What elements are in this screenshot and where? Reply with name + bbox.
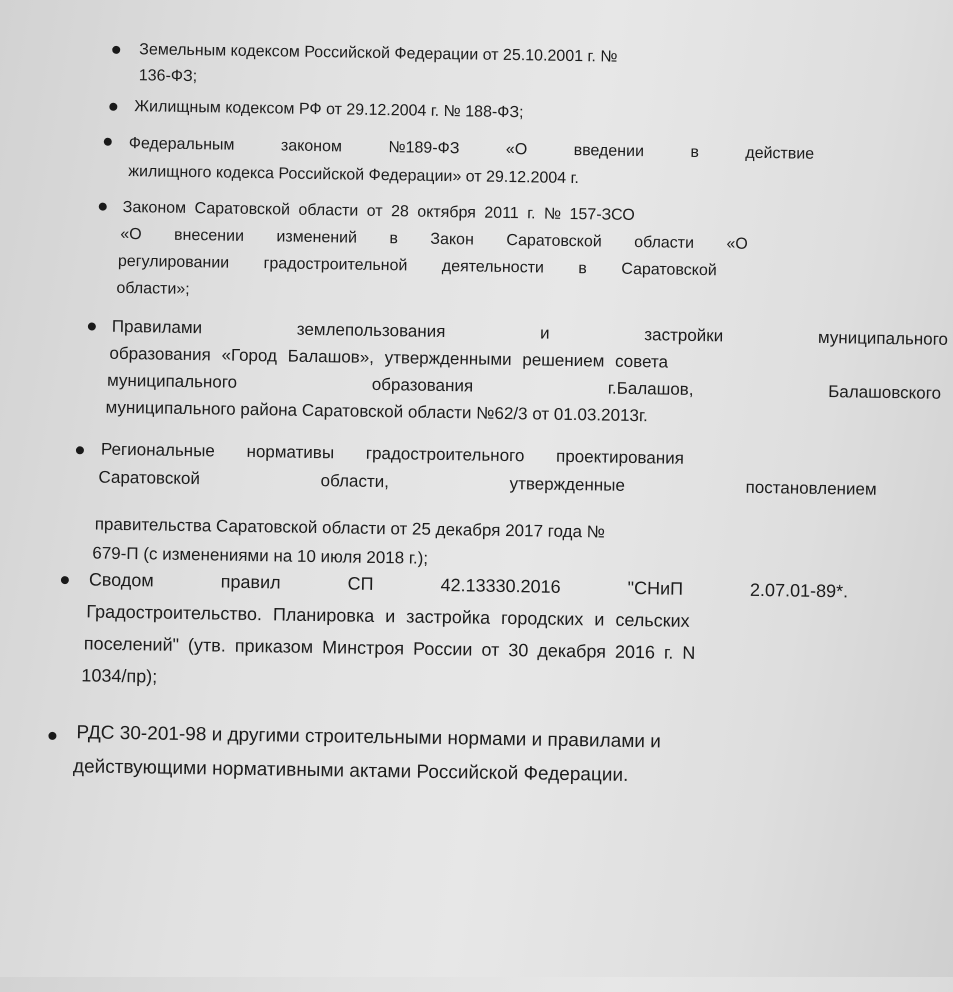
bullet-icon [112,46,120,54]
list-item-text: Сводом правил СП 42.13330.2016 "СНиП 2.07.01-89*. [88,569,849,602]
list-item-text: правительства Саратовской области от 25 декабря 2017 года № [94,514,606,542]
list-item-text: поселений" (утв. приказом Минстроя России от 30 декабря 2016 г. N [83,633,696,664]
list-item-text: регулировании градостроительной деятельности в Саратовской [117,252,717,280]
list-item-text: Законом Саратовской области от 28 октября 2011 г. № 157-ЗСО [122,198,635,224]
list-item-text: образования «Город Балашов», утвержденными решением совета [109,343,669,372]
list-item [0,0,800,86]
list-item-text: действующими нормативными актами Российской Федерации. [72,756,629,786]
list-item-text: 679-П (с изменениями на 10 июля 2018 г.); [92,543,429,568]
list-item-text: Федеральным законом №189-ФЗ «О введении в действие [128,135,815,163]
bullet-icon [48,732,56,740]
list-item-text: Земельным кодексом Российской Федерации от 25.10.2001 г. № [139,41,618,66]
list-item-text: Саратовской области, утвержденные постановлением [98,467,877,499]
bullet-icon [99,203,107,211]
list-item-text: Региональные нормативы градостроительного проектирования [100,439,685,468]
bullet-icon [61,576,69,584]
list-item-text: Жилищным кодексом РФ от 29.12.2004 г. № 188-ФЗ; [134,98,524,122]
list-item-text: «О внесении изменений в Закон Саратовской области «О [120,225,748,253]
bullet-icon [76,446,84,454]
list-item-text: области»; [116,279,190,299]
bullet-icon [109,103,117,111]
list-item-text: Правилами землепользования и застройки муниципального [111,316,949,349]
bullet-icon [88,322,96,330]
list-item-text: РДС 30-201-98 и другими строительными нормами и правилами и [76,722,662,753]
list-item-text: муниципального района Саратовской области №62/3 от 01.03.2013г. [105,397,648,426]
list-item-text: муниципального образования г.Балашов, Балашовского [106,370,942,403]
list-item-text: 1034/пр); [81,665,158,687]
list-item-text: жилищного кодекса Российской Федерации» от 29.12.2004 г. [128,163,580,188]
bullet-icon [104,138,112,146]
list-item-text: 136-ФЗ; [138,67,198,86]
list-item-text: Градостроительство. Планировка и застройка городских и сельских [86,601,690,631]
